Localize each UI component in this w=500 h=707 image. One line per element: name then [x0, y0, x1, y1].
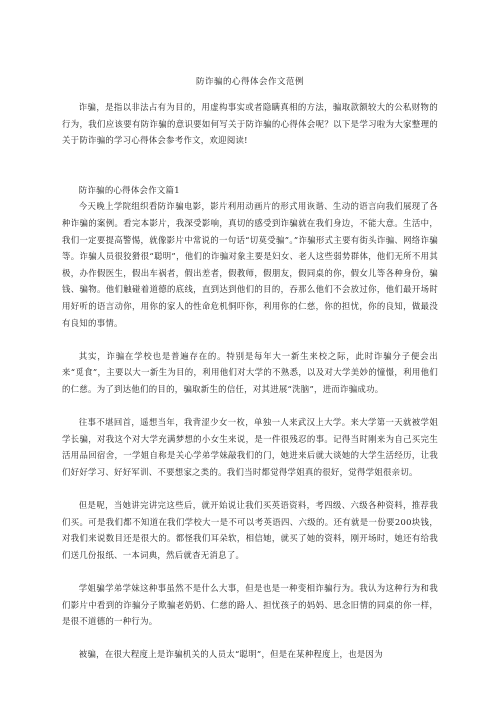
- spacer: [62, 149, 438, 182]
- body-paragraph: 往事不堪回首，遥想当年，我背涩少女一枚，单独一人来武汉上大学。来大学第一天就被学姐学长骗，对我这个对大学充满梦想的小女生来说，是一件很残忍的事。记得当时刚来为自己买完生活用品回宿舍，一学姐自称是关心学弟学妹敲我们的门，她进来后就大谈她的大学生活经历，让我们好好学习、好好军训、不要想家之类的。我们当时都觉得学姐真的很好，觉得学姐很亲切。: [62, 417, 438, 477]
- section-heading: 防诈骗的心得体会作文篇1: [78, 184, 180, 195]
- body-paragraph: 学姐骗学弟学妹这种事虽然不是什么大事，但是也是一种变相诈骗行为。我认为这种行为和我们影片中看到的诈骗分子欺骗老奶奶、仁慈的路人、担忧孩子的妈妈、思念旧情的同桌的你一样，是很不道德的一种行为。: [62, 583, 438, 627]
- spacer: [62, 480, 438, 497]
- body-paragraph: 其实，诈骗在学校也是普遍存在的。特别是每年大一新生来校之际，此时诈骗分子便会出来“觅食”，主要以大一新生为目的，利用他们对大学的不熟悉，以及对大学美妙的憧憬，利用他们的仁慈。为了到达他们的目的，骗取新生的信任，对其进展“洗脑”，进而诈骗成功。: [62, 350, 438, 394]
- spacer: [62, 398, 438, 415]
- body-paragraph: 但是呢，当她讲完讲完这些后，就开始说让我们买英语资料，考四级、六级各种资料，推荐我们买。可是我们都不知道在我们学校大一是不可以考英语四、六级的。还有就是一份要200块钱，对我们来说数目还是很大的。都怪我们耳朵软，相信她，就买了她的资料，刚开场时，她还有给我们送几份报纸、一本词典，然后就杳无消息了。: [62, 500, 438, 560]
- document-title: 防诈骗的心得体会作文范例: [195, 77, 304, 87]
- spacer: [62, 563, 438, 580]
- document-body: [62, 99, 438, 663]
- body-paragraph: 被骗，在很大程度上是诈骗机关的人员太“聪明”，但是在某种程度上，也是因为: [78, 649, 383, 660]
- body-paragraph: 今天晚上学院组织看防诈骗电影，影片利用动画片的形式用诙谐、生动的语言向我们展现了各种诈骗的案例。看完本影片，我深受影响，真切的感受到诈骗就在我们身边，不能大意。生活中，我们一定要提高警惕，就像影片中常说的一句话“切莫受骗”。”诈骗形式主要有街头诈骗、网络诈骗等。诈骗人员很狡猾很“聪明”，他们的诈骗对象主要是妇女、老人这些弱势群体，他们无所不用其极，办作假医生，假出车祸者，假出差者，假教师，假朋友，假同桌的你，假女儿等各种身份，骗钱、骗物。他们触碰着道德的底线，直到达到他们的目的，吞那么他们不会放过你，他们最开场时用好听的语言动你，用你的家人的性命危机恫吓你，利用你的仁慈，你的担忧，你的良知，做最没有良知的事情。: [62, 201, 438, 328]
- spacer: [62, 630, 438, 647]
- spacer: [62, 331, 438, 348]
- intro-paragraph: 诈骗，是指以非法占有为目的，用虚构事实或者隐瞒真相的方法，骗取款额较大的公私财物的行为，我们应该要有防诈骗的意识要如何写关于防诈骗的心得体会呢？以下是学习啦为大家整理的关于防诈骗的学习心得体会参考作文，欢迎阅读!: [62, 102, 438, 146]
